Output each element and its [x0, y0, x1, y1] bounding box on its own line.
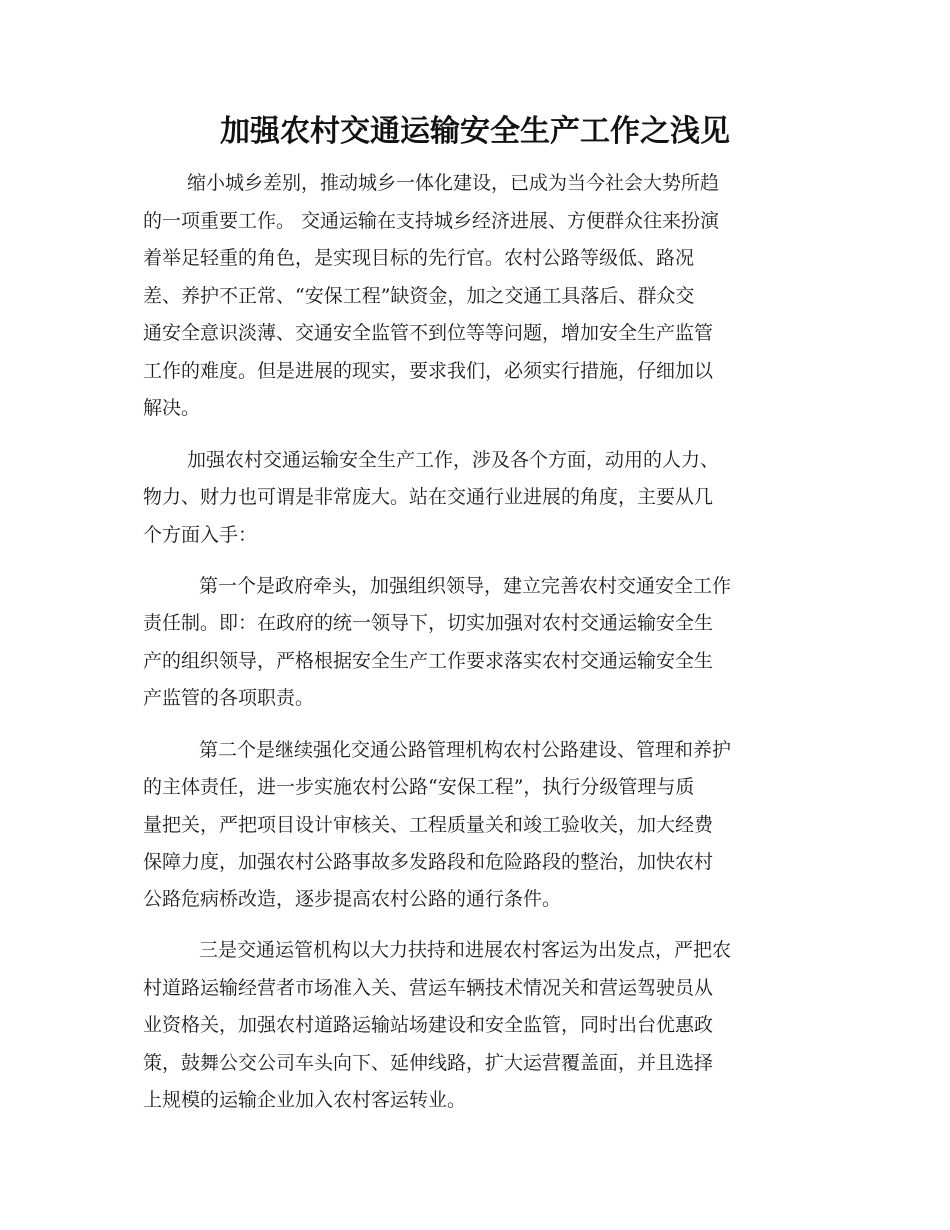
paragraph-3-line-2: 责任制。即：在政府的统一领导下，切实加强对农村交通运输安全生	[143, 612, 714, 634]
paragraph-1-line-5: 通安全意识淡薄、交通安全监管不到位等等问题，增加安全生产监管	[143, 322, 714, 344]
paragraph-1-line-7: 解决。	[143, 397, 201, 419]
paragraph-1-line-2: 的一项重要工作。 交通运输在支持城乡经济进展、方便群众往来扮演	[143, 210, 720, 232]
paragraph-1-line-4: 差、养护不正常、“安保工程”缺资金，加之交通工具落后、群众交	[143, 285, 695, 307]
paragraph-1-line-3: 着举足轻重的角色，是实现目标的先行官。农村公路等级低、路况	[143, 247, 695, 269]
paragraph-5-line-4: 策，鼓舞公交公司车头向下、延伸线路，扩大运营覆盖面，并且选择	[143, 1052, 714, 1074]
paragraph-5-line-1: 三是交通运管机构以大力扶持和进展农村客运为出发点，严把农	[199, 939, 732, 961]
paragraph-1-line-6: 工作的难度。但是进展的现实，要求我们，必须实行措施，仔细加以	[143, 360, 714, 382]
paragraph-4-line-3: 量把关，严把项目设计审核关、工程质量关和竣工验收关，加大经费	[143, 814, 714, 836]
paragraph-5-line-5: 上规模的运输企业加入农村客运转业。	[143, 1089, 467, 1111]
paragraph-5-line-3: 业资格关，加强农村道路运输站场建设和安全监管，同时出台优惠政	[143, 1014, 714, 1036]
paragraph-4-line-2: 的主体责任，进一步实施农村公路“安保工程”，执行分级管理与质	[143, 776, 695, 798]
paragraph-1-line-1: 缩小城乡差别，推动城乡一体化建设，已成为当今社会大势所趋	[187, 172, 720, 194]
paragraph-2-line-1: 加强农村交通运输安全生产工作，涉及各个方面，动用的人力、	[187, 449, 720, 471]
paragraph-3-line-1: 第一个是政府牵头，加强组织领导，建立完善农村交通安全工作	[199, 575, 732, 597]
document-title: 加强农村交通运输安全生产工作之浅见	[220, 114, 730, 149]
paragraph-2-line-3: 个方面入手：	[143, 524, 258, 546]
paragraph-3-line-4: 产监管的各项职责。	[143, 687, 315, 709]
paragraph-2-line-2: 物力、财力也可谓是非常庞大。站在交通行业进展的角度，主要从几	[143, 486, 714, 508]
paragraph-3-line-3: 产的组织领导，严格根据安全生产工作要求落实农村交通运输安全生	[143, 650, 714, 672]
paragraph-5-line-2: 村道路运输经营者市场准入关、营运车辆技术情况关和营运驾驶员从	[143, 977, 714, 999]
paragraph-4-line-4: 保障力度，加强农村公路事故多发路段和危险路段的整治，加快农村	[143, 851, 714, 873]
paragraph-4-line-1: 第二个是继续强化交通公路管理机构农村公路建设、管理和养护	[199, 739, 732, 761]
paragraph-4-line-5: 公路危病桥改造，逐步提高农村公路的通行条件。	[143, 888, 562, 910]
